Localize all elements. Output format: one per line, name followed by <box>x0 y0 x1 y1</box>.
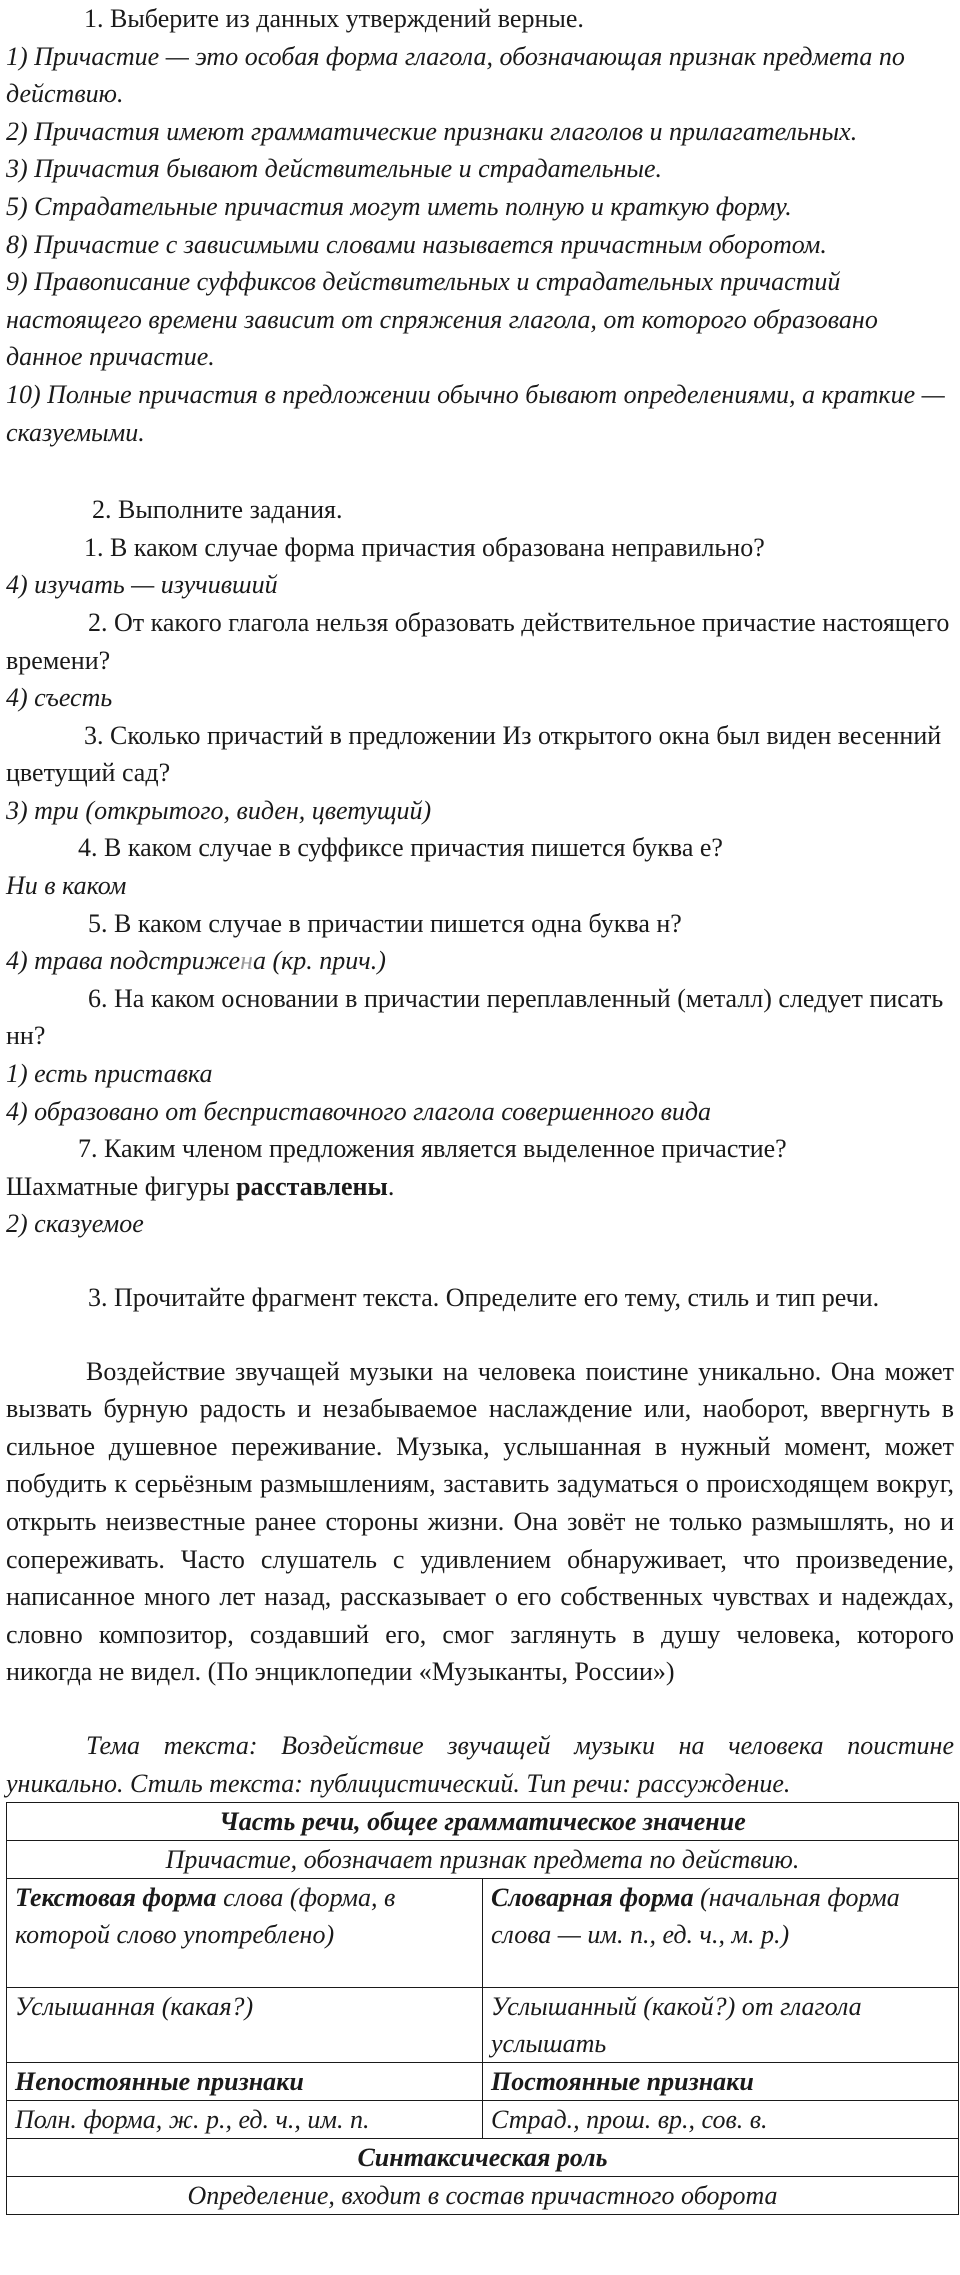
part-of-speech-value: Причастие, обозначает признак предмета по действию. <box>7 1841 959 1879</box>
task2-answer-6b: 4) образовано от бесприставочного глагола совершенного вида <box>6 1096 712 1126</box>
task2-question-7: 7. Каким членом предложения является выделенное причастие? <box>78 1134 787 1164</box>
highlighted-participle: расставлены <box>236 1171 388 1201</box>
table-row <box>7 2063 959 2101</box>
task2-answer-6a: 1) есть приставка <box>6 1059 213 1089</box>
answer-5-end: а (кр. прич.) <box>252 946 386 976</box>
task2-answer-7: 2) сказуемое <box>6 1209 144 1239</box>
spacer <box>6 1691 954 1727</box>
text-form-value: Услышанная (какая?) <box>7 1988 483 2063</box>
task2-question-5: 5. В каком случае в причастии пишется одна буква н? <box>88 908 682 938</box>
task2-heading: 2. Выполните задания. <box>92 495 343 525</box>
morphological-analysis-table <box>6 1802 959 2215</box>
table-row <box>7 2177 959 2215</box>
task2-question-4: 4. В каком случае в суффиксе причастия пишется буква е? <box>78 833 723 863</box>
table-row <box>7 1879 959 1988</box>
task2-answer-4: Ни в каком <box>6 871 127 901</box>
spacer <box>6 1243 954 1279</box>
task2-answer-5 <box>6 942 954 980</box>
variable-features-value: Полн. форма, ж. р., ед. ч., им. п. <box>7 2101 483 2139</box>
task1-answer-3: 3) Причастия бывают действительные и страдательные. <box>6 154 662 184</box>
task3-answer: Тема текста: Воздействие звучащей музыки на человека поистине уникально. Стиль текста: публицистический. Тип речи: рассуждение. <box>6 1730 954 1798</box>
task2-answer-1: 4) изучать — изучивший <box>6 570 278 600</box>
table-row <box>7 2101 959 2139</box>
task1-answer-5: 5) Страдательные причастия могут иметь полную и краткую форму. <box>6 191 792 221</box>
task1-answer-2: 2) Причастия имеют грамматические признаки глаголов и прилагательных. <box>6 116 858 146</box>
task2-question-6: 6. На каком основании в причастии переплавленный (металл) следует писать нн? <box>6 983 944 1051</box>
task1-answer-8: 8) Причастие с зависимыми словами называется причастным оборотом. <box>6 229 827 259</box>
constant-features-header: Постоянные признаки <box>483 2063 959 2101</box>
task1-answer-9: 9) Правописание суффиксов действительных и страдательных причастий настоящего времени зависит от спряжения глагола, от которого образовано данное причастие. <box>6 267 878 372</box>
task2-question-1: 1. В каком случае форма причастия образована неправильно? <box>84 532 765 562</box>
task1-answer-10: 10) Полные причастия в предложении обычно бывают определениями, а краткие — сказуемыми. <box>6 379 945 447</box>
table-row <box>7 1988 959 2063</box>
task1-answer-1: 1) Причастие — это особая форма глагола, обозначающая признак предмета по действию. <box>6 41 905 109</box>
sentence-start: Шахматные фигуры <box>6 1171 237 1201</box>
text-form-header: Текстовая форма слова (форма, в которой слово употреблено) <box>7 1879 483 1988</box>
table-row <box>7 1841 959 1879</box>
task3-heading: 3. Прочитайте фрагмент текста. Определите его тему, стиль и тип речи. <box>88 1283 880 1312</box>
constant-features-value: Страд., прош. вр., сов. в. <box>483 2101 959 2139</box>
task1-heading: 1. Выберите из данных утверждений верные. <box>84 4 584 33</box>
task2-answer-2: 4) съесть <box>6 683 113 713</box>
syntax-role-header: Синтаксическая роль <box>7 2139 959 2177</box>
syntax-role-value: Определение, входит в состав причастного оборота <box>7 2177 959 2215</box>
task2-question-7-sentence <box>6 1168 954 1206</box>
table-row <box>7 2139 959 2177</box>
dictionary-form-value: Услышанный (какой?) от глагола услышать <box>483 1988 959 2063</box>
sentence-end: . <box>387 1171 395 1201</box>
variable-features-header: Непостоянные признаки <box>7 2063 483 2101</box>
answer-5-start: 4) трава подстриже <box>6 946 241 976</box>
spacer <box>6 451 954 491</box>
task2-question-2: 2. От какого глагола нельзя образовать действительное причастие настоящего времени? <box>6 607 950 675</box>
table-row <box>7 1803 959 1841</box>
spacer <box>6 1317 954 1353</box>
dictionary-form-header: Словарная форма (начальная форма слова — им. п., ед. ч., м. р.) <box>483 1879 959 1988</box>
task2-question-3: 3. Сколько причастий в предложении Из открытого окна был виден весенний цветущий сад? <box>6 720 942 788</box>
task2-answer-3: 3) три (открытого, виден, цветущий) <box>6 795 432 825</box>
part-of-speech-header: Часть речи, общее грамматическое значение <box>7 1803 959 1841</box>
task3-text: Воздействие звучащей музыки на человека поистине уникально. Она может вызвать бурную радость и незабываемое наслаждение или, наоборот, ввергнуть в сильное душевное переживание. Музыка, услышанная в нужный момент, может побудить к серьёзным размышлениям, заставить задуматься о происходящем вокруг, открыть неизвестные ранее стороны жизни. Она зовёт не только размышлять, но и сопереживать. Часто слушатель с удивлением обнаруживает, что произведение, написанное много лет назад, рассказывает о его собственных чувствах и надеждах, словно композитор, создавший его, смог заглянуть в душу человека, которого никогда не видел. (По энциклопедии «Музыканты, России») <box>6 1356 954 1687</box>
answer-5-faded-letter: н <box>240 946 253 976</box>
